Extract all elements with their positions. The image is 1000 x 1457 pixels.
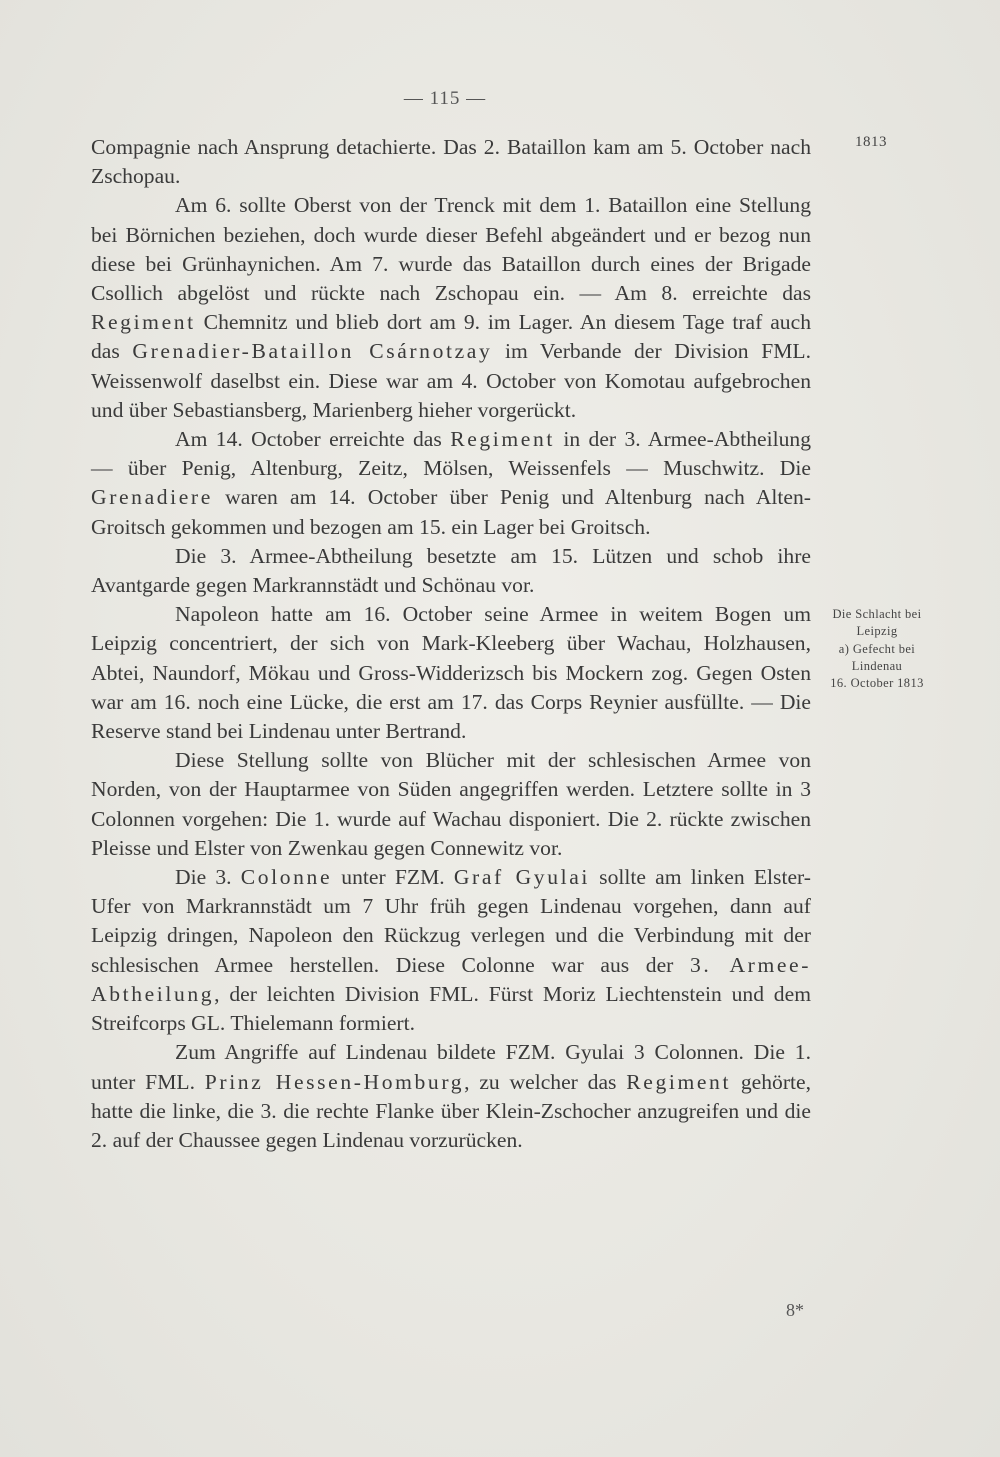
paragraph: Compagnie nach Ansprung detachierte. Das 2. Bataillon kam am 5. October nach Zschopau.: [91, 135, 811, 189]
text-run: in der 3. Armee-Abtheilung — über Penig, Altenburg, Zeitz, Mölsen, Weissenfels — Muschwitz. Die: [91, 427, 811, 481]
spaced-text: Colonne: [240, 865, 333, 890]
paragraph: [91, 191, 811, 425]
text-run: Chemnitz und blieb dort am 9. im Lager. An diesem Tage traf auch das: [91, 310, 811, 364]
margin-year: 1813: [855, 134, 887, 150]
spaced-text: Regiment: [626, 1069, 732, 1094]
text-run: Am 6. sollte Oberst von der Trenck mit dem 1. Bataillon eine Stellung bei Börnichen beziehen, doch wurde dieser Befehl abgeändert und er bezog nun diese bei Grünhaynichen. Am 7. wurde das Bataillon durch eines der Brigade Csollich abgelöst und rückte nach Zschopau ein. — Am 8. erreichte das: [91, 193, 811, 306]
page-number: — 115 —: [403, 88, 487, 109]
margin-note-line: Leipzig: [856, 624, 898, 639]
text-run: unter FZM.: [332, 865, 454, 890]
text-run: Am 14. October erreichte das: [175, 427, 451, 452]
spaced-text: 3. Armee-Abtheilung: [91, 952, 811, 1006]
paragraph: Diese Stellung sollte von Blücher mit der schlesischen Armee von Norden, von der Hauptarmee von Süden angegriffen werden. Letztere sollte in 3 Colonnen vorgehen: Die 1. wurde auf Wachau disponiert. Die 2. rückte zwischen Pleisse und Elster von Zwenkau gegen Connewitz vor.: [91, 748, 811, 860]
text-run: gehörte, hatte die linke, die 3. die rechte Flanke über Klein-Zschocher anzugreifen und die 2. auf der Chaussee gegen Lindenau vorzurücken.: [91, 1069, 812, 1152]
margin-note-line: Die Schlacht bei: [832, 607, 922, 621]
paragraph: [91, 863, 811, 1038]
text-run: waren am 14. October über Penig und Altenburg nach Alten-Groitsch gekommen und bezogen am 15. ein Lager bei Groitsch.: [91, 485, 811, 539]
spaced-text: Graf Gyulai: [453, 865, 590, 890]
spaced-text: Grenadier-Bataillon Csárnotzay: [132, 339, 493, 364]
text-run: Zum Angriffe auf Lindenau bildete FZM. Gyulai 3 Colonnen. Die 1. unter FML.: [91, 1040, 811, 1094]
spaced-text: Prinz Hessen-Homburg: [204, 1069, 465, 1094]
paragraph: Die 3. Armee-Abtheilung besetzte am 15. Lützen und schob ihre Avantgarde gegen Markrannstädt und Schönau vor.: [91, 543, 811, 598]
spaced-text: Regiment: [450, 427, 555, 452]
text-run: Die 3.: [175, 865, 241, 890]
text-run: , zu welcher das: [464, 1069, 627, 1094]
spaced-text: Grenadiere: [91, 485, 213, 510]
spaced-text: Regiment: [91, 310, 196, 335]
margin-note-line: a) Gefecht bei: [838, 641, 916, 656]
text-run: im Verbande der Division FML. Weissenwolf daselbst ein. Diese war am 4. October von Komotau aufgebrochen und über Sebastiansberg, Marienberg hieher vorgerückt.: [91, 339, 811, 422]
margin-note-line: 16. October 1813: [830, 676, 924, 691]
signature-mark: 8*: [786, 1300, 804, 1320]
paragraph: [91, 425, 811, 542]
text-run: , der leichten Division FML. Fürst Moriz Liechtenstein und dem Streifcorps GL. Thielemann formiert.: [91, 981, 811, 1036]
text-run: sollte am linken Elster-Ufer von Markrannstädt um 7 Uhr früh gegen Lindenau vorgehen, dann auf Leipzig dringen, Napoleon den Rückzug verlegen und die Verbindung mit der schlesischen Armee herstellen. Diese Colonne war aus der: [91, 865, 811, 977]
paragraph: [91, 1038, 811, 1155]
body-text: [91, 133, 811, 1155]
margin-note-line: Lindenau: [851, 658, 903, 673]
margin-note: [812, 606, 942, 692]
paragraph: Napoleon hatte am 16. October seine Armee in weitem Bogen um Leipzig concentriert, der sich von Mark-Kleeberg über Wachau, Holzhausen, Abtei, Naundorf, Mökau und Gross-Widderizsch bis Mockern zog. Gegen Osten war am 16. noch eine Lücke, die erst am 17. das Corps Reynier ausfüllte. — Die Reserve stand bei Lindenau unter Bertrand.: [91, 602, 811, 744]
